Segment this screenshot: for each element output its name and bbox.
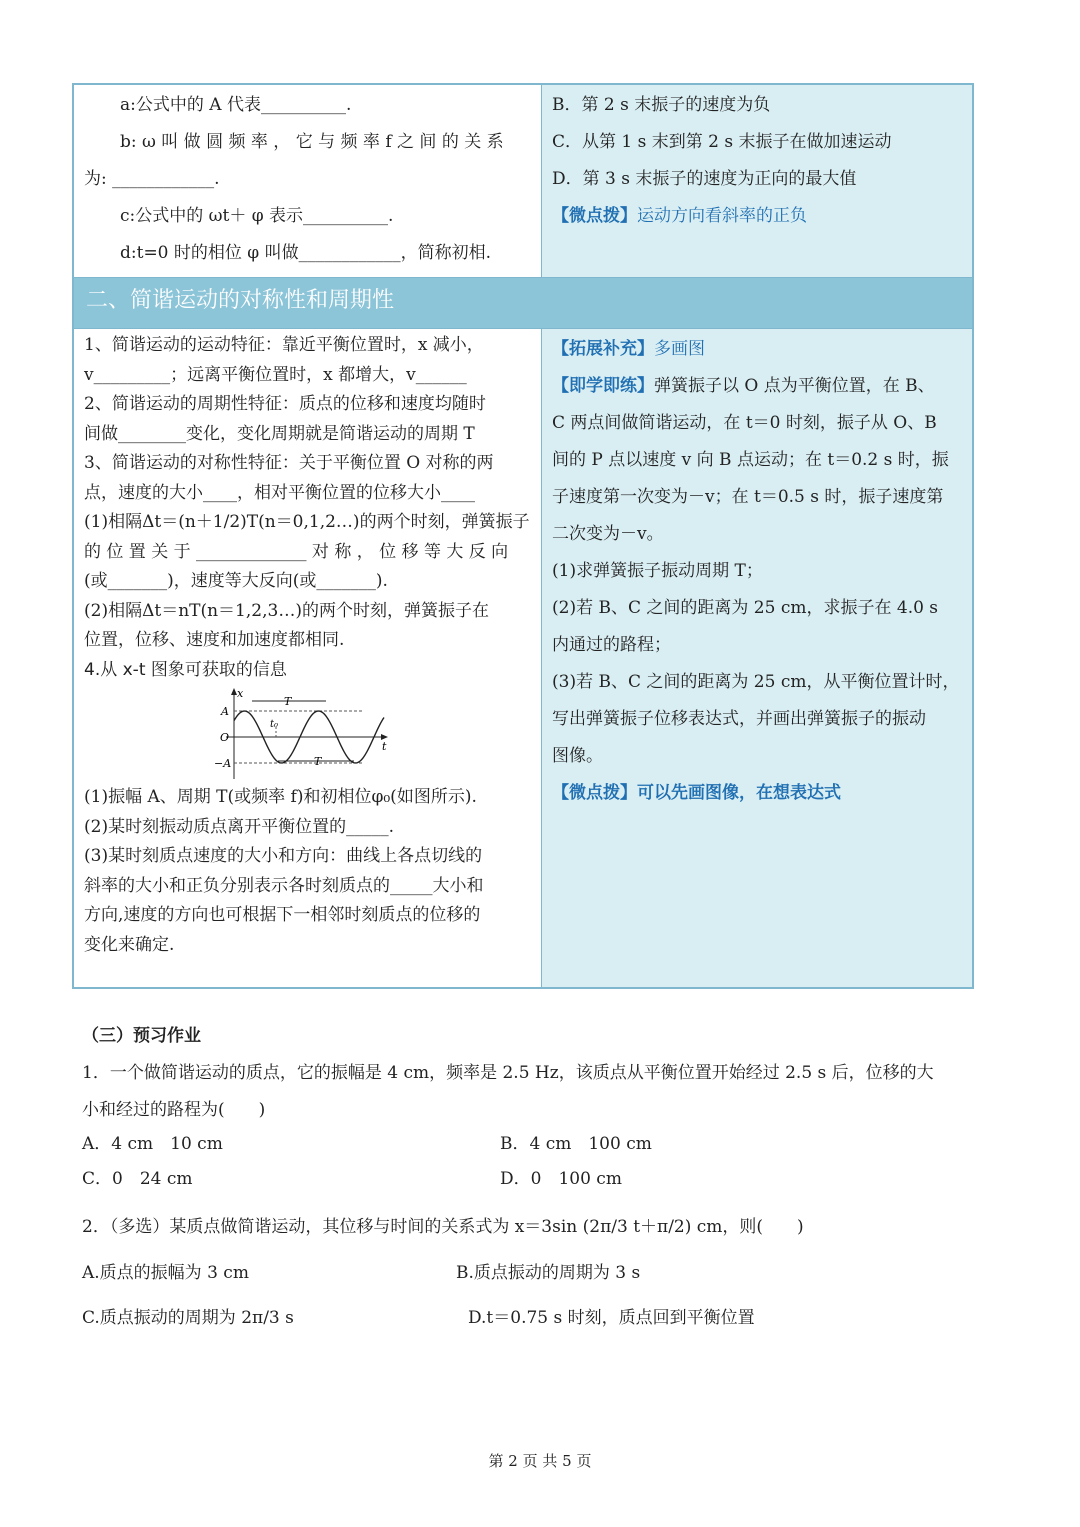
graph-title: 4.从 x-t 图象可获取的信息 xyxy=(84,659,287,680)
line: 二次变为－v。 xyxy=(552,524,664,544)
q1-line1: 1．一个做简谐运动的质点，它的振幅是 4 cm，频率是 2.5 Hz，该质点从平衡位置开始经过 2.5 s 后，位移的大 xyxy=(82,1063,934,1083)
line: (或_______)，速度等大反向(或_______). xyxy=(84,571,388,591)
line: (3)若 B、C 之间的距离为 25 cm，从平衡位置计时， xyxy=(552,672,960,692)
option-d: D．第 3 s 末振子的速度为正向的最大值 xyxy=(552,169,857,189)
option-c: C．从第 1 s 末到第 2 s 末振子在做加速运动 xyxy=(552,132,892,152)
line: (1)相隔Δt＝(n＋1/2)T(n＝0,1,2…)的两个时刻，弹簧振子 xyxy=(84,512,530,532)
q2-options-row1 xyxy=(82,1258,1002,1283)
line: v_________；远离平衡位置时，x 都增大，v______ xyxy=(84,364,467,385)
period-label-top: T xyxy=(284,695,292,708)
homework-title: （三）预习作业 xyxy=(82,1026,201,1046)
table-row-1 xyxy=(74,85,972,277)
a-label: A xyxy=(221,705,229,718)
formula-c: c:公式中的 ωt＋ φ 表示__________. xyxy=(120,206,394,226)
q2-options-row2 xyxy=(82,1303,1002,1328)
line: 位置，位移、速度和加速度都相同. xyxy=(84,630,345,650)
formula-a: a:公式中的 A 代表__________. xyxy=(120,95,352,115)
line: 3、简谐运动的对称性特征：关于平衡位置 O 对称的两 xyxy=(84,453,494,473)
formula-b: b: ω 叫 做 圆 频 率 ， 它 与 频 率 f 之 间 的 关 系 xyxy=(120,132,504,152)
q1-options-row1 xyxy=(82,1129,1002,1154)
line: 写出弹簧振子位移表达式，并画出弹簧振子的振动 xyxy=(552,709,926,729)
line: 的 位 置 关 于 _____________ 对 称 ， 位 移 等 大 反 向 xyxy=(84,541,509,562)
supplement-tag: 【拓展补充】 xyxy=(552,339,654,359)
tip-tag: 【微点拨】 xyxy=(552,206,637,226)
line: (2)某时刻振动质点离开平衡位置的_____. xyxy=(84,816,394,837)
q1-option-a: A．4 cm 10 cm xyxy=(82,1134,223,1154)
row1-left-cell xyxy=(74,85,542,277)
tip-line xyxy=(552,198,962,235)
row2-left-cell xyxy=(74,329,542,987)
line: 间做________变化，变化周期就是简谐运动的周期 T xyxy=(84,423,475,444)
line: 变化来确定. xyxy=(84,934,175,955)
content-table xyxy=(72,83,974,989)
neg-a-label: −A xyxy=(214,757,232,770)
exercise-text: 弹簧振子以 O 点为平衡位置，在 B、 xyxy=(654,376,935,396)
line: 1、简谐运动的运动特征：靠近平衡位置时，x 减小， xyxy=(84,335,484,355)
sine-graph-svg xyxy=(214,687,394,783)
x-label: x xyxy=(237,687,244,700)
q2-option-b: B.质点振动的周期为 3 s xyxy=(456,1263,641,1283)
line: (1)求弹簧振子振动周期 T； xyxy=(552,561,763,581)
option-b: B．第 2 s 末振子的速度为负 xyxy=(552,95,771,115)
line: (1)振幅 A、周期 T(或频率 f)和初相位φ₀(如图所示). xyxy=(84,787,477,807)
t0-label: t₀ xyxy=(270,719,279,730)
exercise-tag: 【即学即练】 xyxy=(552,376,654,396)
line: 间的 P 点以速度 v 向 B 点运动；在 t＝0.2 s 时，振 xyxy=(552,450,949,470)
q1-options-row2 xyxy=(82,1164,1002,1189)
q1-line2: 小和经过的路程为( ) xyxy=(82,1100,266,1120)
supplement-line xyxy=(552,331,962,368)
q2-option-c: C.质点振动的周期为 2π/3 s xyxy=(82,1308,294,1328)
q2-option-a: A.质点的振幅为 3 cm xyxy=(82,1263,249,1283)
q2-option-d: D.t＝0.75 s 时刻，质点回到平衡位置 xyxy=(468,1308,755,1328)
q1-option-b: B．4 cm 100 cm xyxy=(500,1134,652,1154)
line: 斜率的大小和正负分别表示各时刻质点的_____大小和 xyxy=(84,875,484,896)
line: 内通过的路程； xyxy=(552,635,671,655)
line: (2)相隔Δt＝nT(n＝1,2,3…)的两个时刻，弹簧振子在 xyxy=(84,600,489,621)
t-label: t xyxy=(382,740,387,753)
q1-option-d: D．0 100 cm xyxy=(500,1169,622,1189)
line: 子速度第一次变为－v；在 t＝0.5 s 时，振子速度第 xyxy=(552,487,944,507)
table-row-2 xyxy=(74,329,972,987)
tip-line-2 xyxy=(552,775,962,812)
line: (2)若 B、C 之间的距离为 25 cm，求振子在 4.0 s xyxy=(552,598,939,618)
line: 点，速度的大小____，相对平衡位置的位移大小____ xyxy=(84,482,475,503)
tip-text-2: 可以先画图像，在想表达式 xyxy=(637,783,841,803)
formula-d: d:t=0 时的相位 φ 叫做____________，简称初相. xyxy=(120,243,492,263)
tip-text: 运动方向看斜率的正负 xyxy=(637,206,807,226)
exercise-line xyxy=(552,368,962,405)
supplement-text: 多画图 xyxy=(654,339,705,359)
page-footer: 第 2 页 共 5 页 xyxy=(488,1452,592,1470)
formula-b-cont: 为: ____________. xyxy=(84,169,220,189)
row1-right-cell xyxy=(542,85,972,277)
period-label-bottom: T xyxy=(314,755,322,768)
tip-tag-2: 【微点拨】 xyxy=(552,783,637,803)
line: 2、简谐运动的周期性特征：质点的位移和速度均随时 xyxy=(84,394,486,414)
q1-option-c: C．0 24 cm xyxy=(82,1169,193,1189)
homework-section xyxy=(82,1018,1002,1328)
line: 图像。 xyxy=(552,746,603,766)
o-label: O xyxy=(220,731,230,744)
row2-right-cell xyxy=(542,329,972,987)
line: (3)某时刻质点速度的大小和方向：曲线上各点切线的 xyxy=(84,846,483,866)
q2-stem: 2．（多选）某质点做简谐运动，其位移与时间的关系式为 x＝3sin (2π/3 t＋π/2) cm，则( ) xyxy=(82,1217,804,1237)
section-banner: 二、简谐运动的对称性和周期性 xyxy=(74,277,972,329)
line: 方向,速度的方向也可根据下一相邻时刻质点的位移的 xyxy=(84,905,481,925)
line: C 两点间做简谐运动，在 t＝0 时刻，振子从 O、B xyxy=(552,413,937,433)
xt-graph xyxy=(214,687,531,783)
